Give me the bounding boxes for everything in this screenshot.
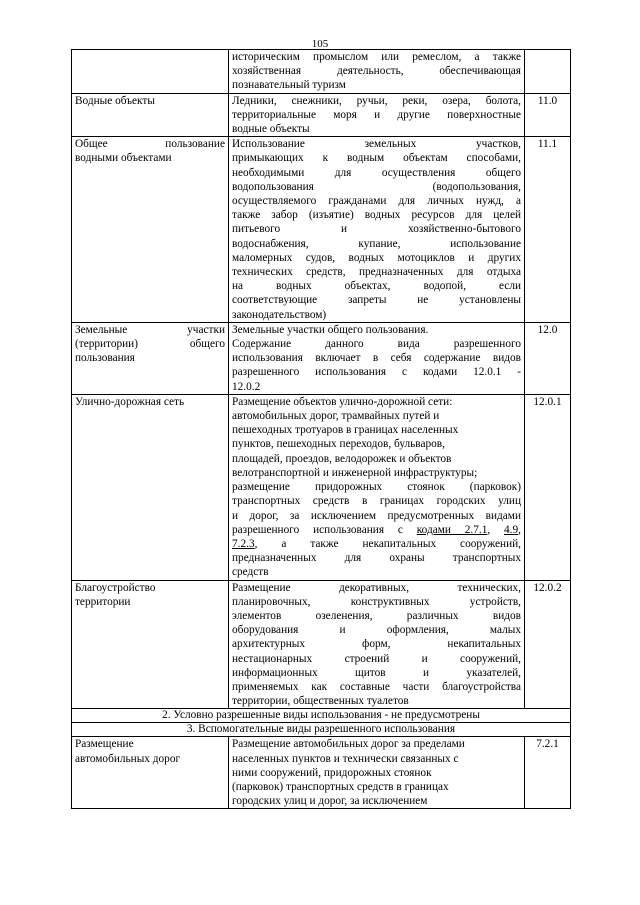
description-line: пунктов, пешеходных переходов, бульваров, [232,438,445,451]
description-line: предназначенных для охраны транспортных [232,552,521,565]
use-name-cell [72,580,229,709]
link-prefix: разрешенного использования с [232,523,417,536]
description-line: осуществляемого гражданами для личных нужд, а [232,195,521,208]
description-line: Размещение объектов улично-дорожной сети: [232,395,453,408]
description-line: территориальные моря и другие поверхностные [232,108,521,121]
description-line: историческим промыслом или ремеслом, а также [232,51,521,63]
use-description-cell [229,580,525,709]
description-line: средств [232,566,269,579]
description-line: городских улиц и дорог, за исключением [232,795,428,808]
description-line: нестационарных строений и сооружений, [232,652,521,665]
table-row [72,580,571,709]
use-code-cell: 11.1 [525,137,571,323]
description-line: транспортных средств в границах городских улиц [232,495,521,508]
description-line: Использование земельных участков, [232,138,521,151]
use-code-cell: 11.0 [525,93,571,137]
use-name-line: Размещение [75,738,134,751]
code-link-4-9[interactable]: 4.9 [504,523,519,536]
description-line: территории, общественных туалетов [232,695,409,708]
use-code-cell: 7.2.1 [525,737,571,809]
description-line: планировочных, конструктивных устройств, [232,595,521,608]
use-name-cell [72,50,229,94]
description-line: использования включает в себя содержание видов [232,352,521,365]
description-line: законодательством) [232,308,327,321]
section-row [72,723,571,737]
use-description-cell [229,137,525,323]
description-line: архитектурных форм, некапитальных [232,638,521,651]
description-line: водопользования (водопользования, [232,180,521,193]
description-line: питьевого и хозяйственно-бытового [232,223,521,236]
description-line: водные объекты [232,123,310,136]
use-name-line: автомобильных дорог [75,752,181,765]
use-name-line: Земельные участки [75,323,225,336]
description-line: элементов озеленения, различных видов [232,609,521,622]
description-line: автомобильных дорог, трамвайных путей и [232,410,440,423]
description-line: познавательный туризм [232,79,346,92]
description-line: на водных объектах, водопой, если [232,280,521,293]
use-name-line: пользования [75,352,135,365]
table-row [72,93,571,137]
use-code-cell: 12.0 [525,322,571,394]
description-line: технических средств, предназначенных для отдыха [232,266,521,279]
description-line: оборудования и оформления, малых [232,624,521,637]
description-line: Размещение автомобильных дорог за пределами [232,738,465,751]
table-row [72,50,571,94]
section-heading-auxiliary: 3. Вспомогательные виды разрешенного использования [72,723,571,737]
description-line: ними сооружений, придорожных стоянок [232,766,432,779]
description-line: пешеходных тротуаров в границах населенных [232,424,459,437]
page-number: 105 [311,38,329,50]
use-description-cell [229,93,525,137]
use-description-cell [229,322,525,394]
use-code-cell: 12.0.1 [525,394,571,580]
description-line: водоснабжения, купание, использование [232,237,521,250]
description-line: Земельные участки общего пользования. [232,323,429,336]
use-name-line: Улично-дорожная сеть [75,395,185,408]
description-line: также забор (изъятие) водных ресурсов для целей [232,209,521,222]
description-line: хозяйственная деятельность, обеспечивающая [232,65,521,78]
description-line: примыкающих к водным объектам способами, [232,152,521,165]
use-name-cell [72,93,229,137]
description-line: и дорог, за исключением предусмотренных видами [232,509,521,522]
description-line: соответствующие запреты не установлены [232,294,521,307]
description-line: 12.0.2 [232,380,261,393]
description-line: (парковок) транспортных средств в границах [232,780,449,793]
description-line: Размещение декоративных, технических, [232,581,521,594]
use-code-cell: 12.0.2 [525,580,571,709]
description-line: размещение придорожных стоянок (парковок) [232,481,521,494]
code-link-2-7-1[interactable]: кодами 2.7.1 [416,523,488,536]
use-name-line: Благоустройство [75,581,156,594]
use-description-cell [229,737,525,809]
use-name-line: Общее пользование [75,138,225,151]
description-line: Содержание данного вида разрешенного [232,338,521,351]
use-name-cell [72,137,229,323]
use-description-cell [229,50,525,94]
use-name-cell [72,322,229,394]
link-suffix: , а также некапитальных сооружений, [254,537,521,550]
use-name-cell [72,394,229,580]
use-name-cell [72,737,229,809]
description-line: применяемых как составные части благоустройства [232,680,521,693]
table-row [72,137,571,323]
description-line: информационных щитов и указателей, [232,666,521,679]
code-link-7-2-3[interactable]: 7.2.3 [232,537,255,550]
description-line: велотранспортной и инженерной инфраструктуры; [232,466,478,479]
use-name-line: (территории) общего [75,338,225,351]
description-line-with-links [232,523,521,537]
land-use-table [71,49,571,809]
description-line-with-links [232,537,521,551]
link-separator: , [518,523,521,536]
table-row [72,737,571,809]
description-line: маломерных судов, водных мотоциклов и других [232,251,521,264]
section-row [72,709,571,723]
link-separator: , [487,523,505,536]
description-line: разрешенного использования с кодами 12.0.1 - [232,366,521,379]
use-description-cell [229,394,525,580]
use-name-line: территории [75,595,131,608]
description-line: необходимыми для осуществления общего [232,166,521,179]
use-name-line: Водные объекты [75,94,155,107]
description-line: площадей, проездов, велодорожек и объектов [232,452,452,465]
use-name-line: водными объектами [75,152,172,165]
use-code-cell [525,50,571,94]
description-line: Ледники, снежники, ручьи, реки, озера, болота, [232,94,521,107]
table-row [72,394,571,580]
description-line: населенных пунктов и технически связанных с [232,752,459,765]
table-row [72,322,571,394]
section-heading-conditional: 2. Условно разрешенные виды использования - не предусмотрены [72,709,571,723]
